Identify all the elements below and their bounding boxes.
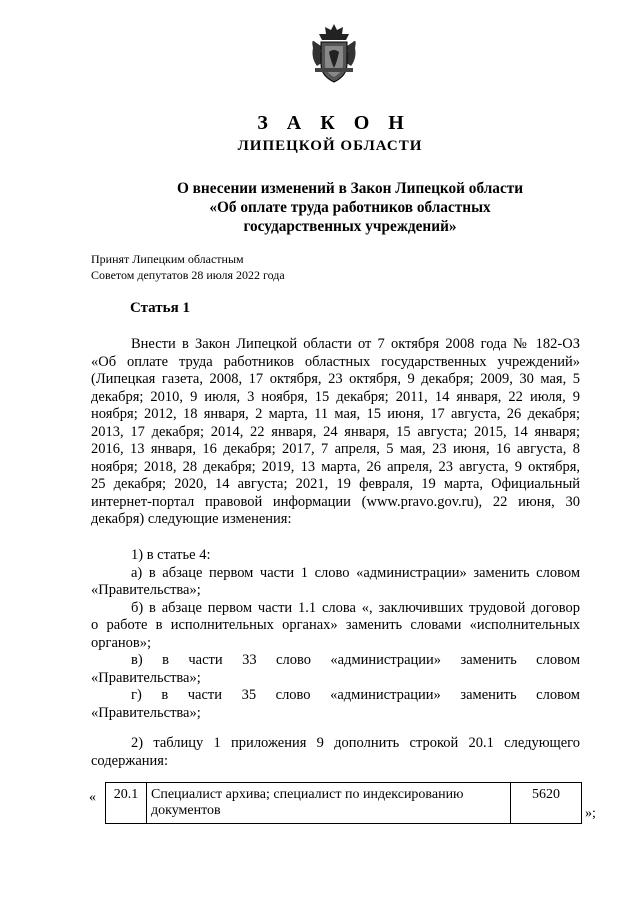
paragraph-line: 2016, 13 января, 16 декабря; 2017, 7 апреля, 5 мая, 23 июня, 16 августа, 8 [91,441,580,457]
paragraph-line: о работе в исполнительных органах» заменить словами «исполнительных [91,617,580,633]
paragraph-line: 2013, 17 декабря; 2014, 22 января, 24 января, 15 августа; 2015, 14 января; [91,423,580,440]
paragraph-line: органов»; [91,634,152,651]
paragraph-line: «Об оплате труда работников областных государственных учреждений» [91,353,580,370]
region-title: ЛИПЕЦКОЙ ОБЛАСТИ [237,138,423,154]
paragraph-line: 2) таблицу 1 приложения 9 дополнить строкой 20.1 следующего [131,735,580,751]
paragraph-line: декабря; 2010, 9 июля, 3 ноября, 15 декабря; 2011, 14 января, 22 июля, 9 [91,388,580,405]
table-cell-position: Специалист архива; специалист по индексированию документов [147,783,511,824]
subject-line: «Об оплате труда работников областных [209,199,491,216]
paragraph-table-addition [91,735,580,770]
paragraph-line: ноября; 2012, 18 января, 2 марта, 11 мая, 15 июня, 17 августа, 26 декабря; [91,406,580,422]
subject-line: О внесении изменений в Закон Липецкой области [176,180,524,197]
paragraph-line: Внести в Закон Липецкой области от 7 октября 2008 года № 182-ОЗ [131,336,580,352]
paragraph-line: «Правительства»; [91,704,201,721]
coat-of-arms-icon [309,22,359,84]
subject-line: государственных учреждений» [243,218,457,235]
adoption-note [91,252,285,283]
paragraph-line: (Липецкая газета, 2008, 17 октября, 23 октября, 9 декабря; 2009, 30 мая, 5 [91,371,580,387]
paragraph-line: декабря) следующие изменения: [91,511,292,527]
article-heading: Статья 1 [130,300,190,316]
paragraph-line: ноября; 2018, 28 декабря; 2019, 13 марта, 26 апреля, 23 августа, 9 октября, [91,458,580,475]
table-cell-value: 5620 [511,783,582,824]
salary-table [105,782,582,824]
adoption-line: Принят Липецким областным [91,252,244,266]
paragraph-line: «Правительства»; [91,669,201,686]
paragraph-line: 25 декабря; 2020, 14 августа; 2021, 19 февраля, 19 марта, Официальный [91,476,580,492]
paragraph-amendments-intro [91,336,580,529]
paragraph-article4-changes [91,547,580,722]
law-title: З А К О Н [257,112,411,134]
paragraph-line: б) в абзаце первом части 1.1 слова «, заключивших трудовой договор [131,599,580,616]
paragraph-line: содержания: [91,752,169,769]
law-subject [150,179,550,236]
paragraph-line: «Правительства»; [91,582,201,598]
paragraph-line: интернет-портал правовой информации (www.pravo.gov.ru), 22 июня, 30 [91,493,580,510]
table-cell-number: 20.1 [106,783,147,824]
paragraph-line: в) в части 33 слово «администрации» заменить словом [131,652,580,668]
paragraph-line: г) в части 35 слово «администрации» заменить словом [131,687,580,703]
table-close-quote: »; [585,806,596,821]
paragraph-line: а) в абзаце первом части 1 слово «администрации» заменить словом [131,564,580,581]
adoption-line: Советом депутатов 28 июля 2022 года [91,267,285,282]
table-row [106,783,582,824]
paragraph-line: 1) в статье 4: [131,547,211,563]
table-open-quote: « [89,790,96,805]
